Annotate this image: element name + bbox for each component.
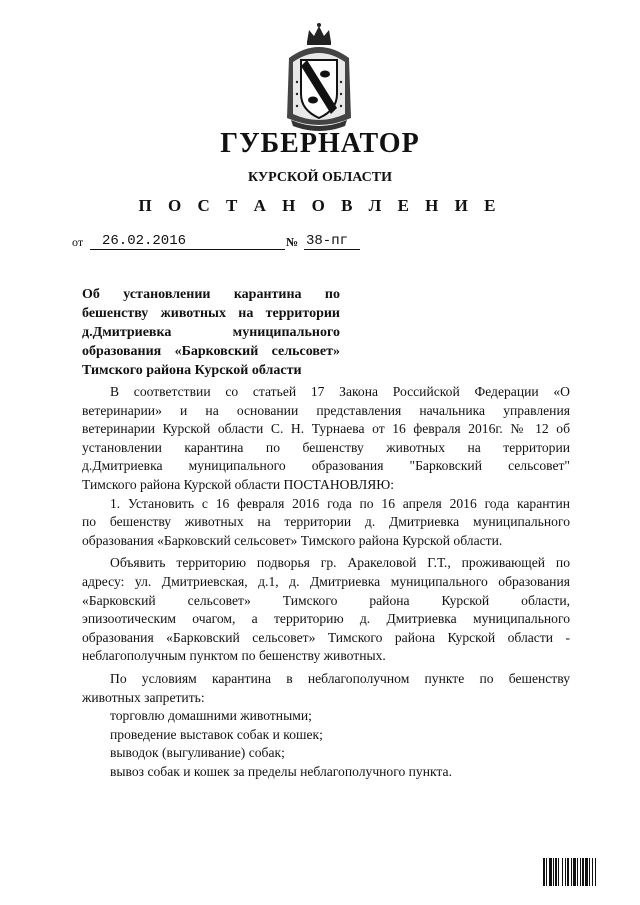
- subject-line: д.Дмитриевка муниципального: [82, 325, 340, 340]
- barcode-bar: [585, 858, 588, 886]
- document-body: [82, 383, 570, 781]
- barcode-bar: [565, 858, 566, 886]
- barcode-bar: [553, 858, 554, 886]
- prohibition-item: торговлю домашними животными;: [110, 708, 312, 724]
- subject-line: Тимского района Курской области: [82, 363, 302, 378]
- body-line: ветеринарии» и на основании представления начальника управления: [82, 402, 570, 418]
- barcode-bar: [546, 858, 547, 886]
- document-type: П О С Т А Н О В Л Е Н И Е: [138, 196, 502, 215]
- barcode-bar: [567, 858, 569, 886]
- barcode-bar: [582, 858, 584, 886]
- number-label: №: [286, 235, 299, 249]
- document-date: 26.02.2016: [90, 232, 285, 250]
- document-dateline: [72, 232, 372, 252]
- prohibition-item: вывоз собак и кошек за пределы неблагополучного пункта.: [110, 763, 452, 779]
- body-paragraph-preamble: [82, 383, 570, 495]
- body-line: установлении карантина по бешенству животных на территории: [82, 439, 570, 455]
- body-line: по бешенству животных на территории д. Дмитриевка муниципального: [82, 514, 570, 530]
- barcode-bar: [580, 858, 581, 886]
- body-line: образования «Барковский сельсовет» Тимского района Курской области.: [82, 532, 503, 548]
- barcode-bar: [555, 858, 557, 886]
- body-line: д.Дмитриевка муниципального образования "Барковский сельсовет": [82, 458, 570, 474]
- barcode-bar: [589, 858, 590, 886]
- prohibition-list: [82, 707, 570, 781]
- barcode-bar: [573, 858, 576, 886]
- barcode-bar: [549, 858, 552, 886]
- body-line: В соответствии со статьей 17 Закона Российской Федерации «О: [110, 384, 570, 399]
- barcode-bar: [558, 858, 559, 886]
- barcode-image: [543, 858, 623, 886]
- body-paragraph-outbreak: [82, 554, 570, 666]
- document-number: 38-пг: [304, 232, 360, 250]
- date-label: от: [72, 235, 84, 249]
- prohibition-item: проведение выставок собак и кошек;: [110, 726, 323, 742]
- body-paragraph-prohibitions: [82, 670, 570, 707]
- document-subject: [82, 285, 340, 380]
- body-line: По условиям карантина в неблагополучном пункте по бешенству: [110, 670, 570, 686]
- barcode-bar: [571, 858, 572, 886]
- body-line: ветеринарии Курской области С. Н. Турнаева от 16 февраля 2016г. № 12 об: [82, 421, 570, 437]
- barcode-bar: [543, 858, 545, 886]
- barcode-bar: [577, 858, 578, 886]
- body-line: 1. Установить с 16 февраля 2016 года по 16 апреля 2016 года карантин: [110, 495, 570, 511]
- subject-line: Об установлении карантина по: [82, 287, 340, 302]
- barcode-bar: [562, 858, 563, 886]
- body-line: Объявить территорию подворья гр. Аракеловой Г.Т., проживающей по: [110, 555, 570, 571]
- body-line: адресу: ул. Дмитриевская, д.1, д. Дмитриевка муниципального образования: [82, 573, 570, 589]
- document-region: КУРСКОЙ ОБЛАСТИ: [247, 170, 393, 185]
- barcode-bar: [592, 858, 593, 886]
- body-line: животных запретить:: [82, 689, 205, 705]
- prohibition-item: выводок (выгуливание) собак;: [110, 745, 285, 761]
- body-line: образования «Барковский сельсовет» Тимского района Курской области -: [82, 629, 570, 645]
- subject-line: образования «Барковский сельсовет»: [82, 344, 340, 359]
- body-line: неблагополучным пунктом по бешенству животных.: [82, 648, 386, 664]
- body-line: «Барковский сельсовет» Тимского района Курской области,: [82, 592, 570, 608]
- body-paragraph-clause-1: [82, 495, 570, 551]
- body-line: Тимского района Курской области ПОСТАНОВЛЯЮ:: [82, 476, 395, 492]
- body-line: эпизоотическим очагом, а территорию д. Дмитриевка муниципального: [82, 611, 570, 627]
- coat-of-arms-emblem: [277, 22, 361, 134]
- document-issuer-title: ГУБЕРНАТОР: [220, 128, 420, 159]
- barcode-bar: [595, 858, 596, 886]
- subject-line: бешенству животных на территории: [82, 306, 340, 321]
